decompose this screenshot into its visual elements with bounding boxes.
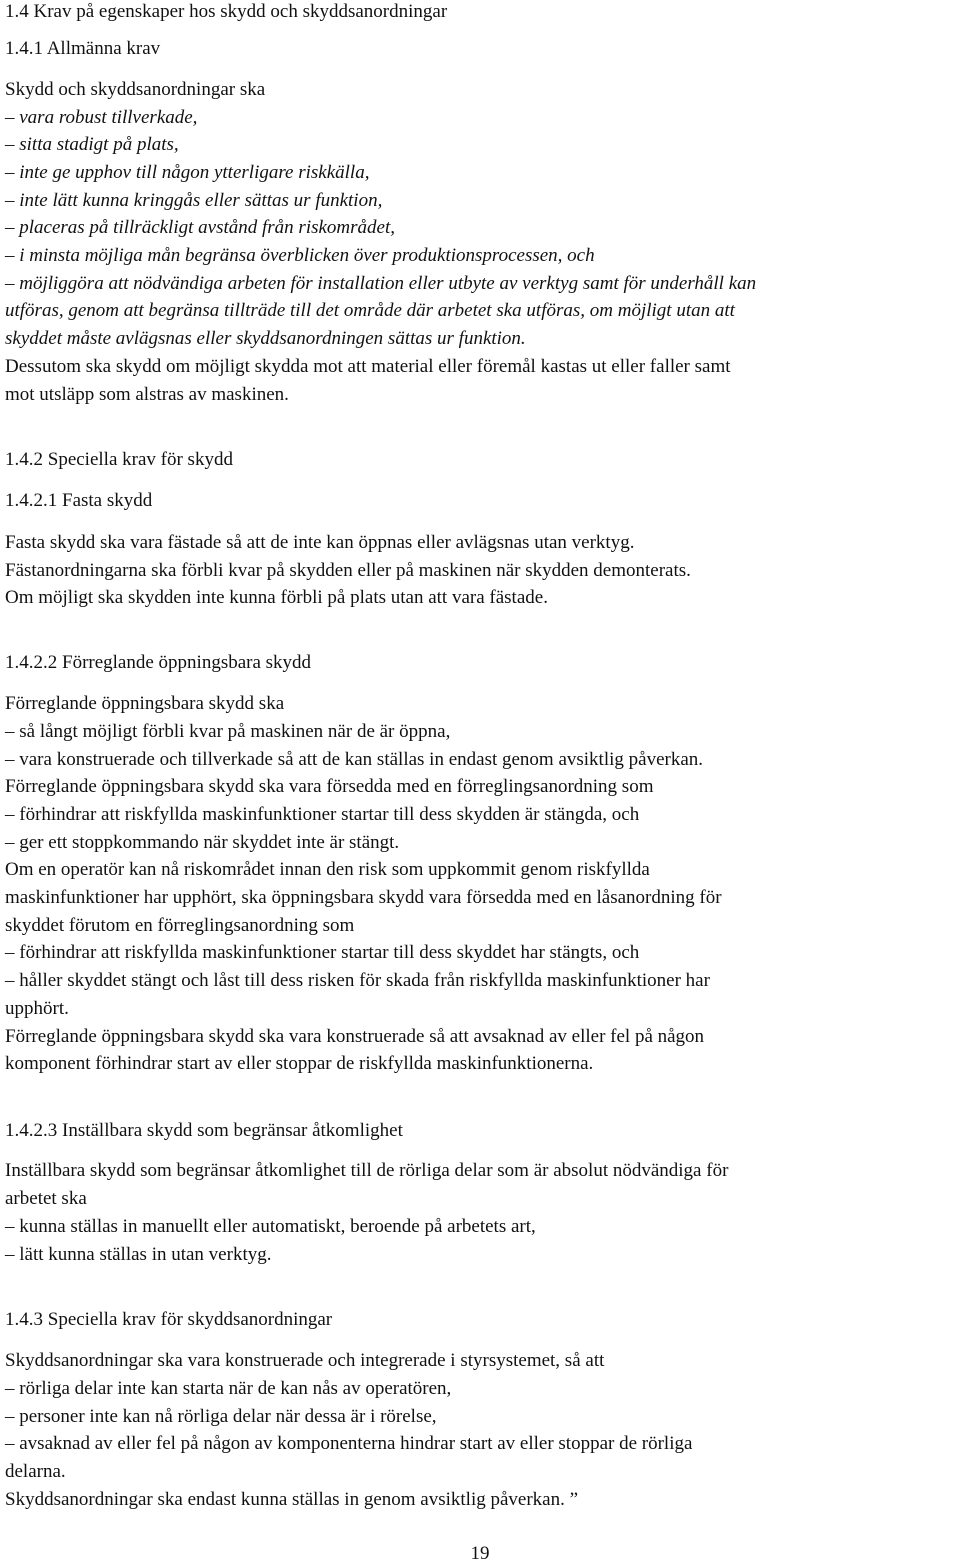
list-item: – så långt möjligt förbli kvar på maskinen när de är öppna, bbox=[5, 721, 451, 742]
paragraph-line: Förreglande öppningsbara skydd ska bbox=[5, 693, 285, 714]
list-item: – rörliga delar inte kan starta när de kan nås av operatören, bbox=[5, 1378, 452, 1399]
subsubsection-heading: 1.4.2.2 Förreglande öppningsbara skydd bbox=[5, 652, 312, 673]
paragraph-line: Skydd och skyddsanordningar ska bbox=[5, 79, 266, 100]
list-item: – placeras på tillräckligt avstånd från riskområdet, bbox=[5, 217, 396, 238]
paragraph-line: Om en operatör kan nå riskområdet innan den risk som uppkommit genom riskfyllda bbox=[5, 859, 650, 880]
paragraph-line: Förreglande öppningsbara skydd ska vara försedda med en förreglingsanordning som bbox=[5, 776, 654, 797]
subsection-heading: 1.4.3 Speciella krav för skyddsanordningar bbox=[5, 1309, 333, 1330]
list-item: – vara konstruerade och tillverkade så att de kan ställas in endast genom avsiktlig påverkan. bbox=[5, 749, 704, 770]
section-heading: 1.4 Krav på egenskaper hos skydd och skyddsanordningar bbox=[5, 1, 448, 22]
list-item: – inte lätt kunna kringgås eller sättas ur funktion, bbox=[5, 190, 383, 211]
paragraph-line: Skyddsanordningar ska endast kunna ställas in genom avsiktlig påverkan. ” bbox=[5, 1489, 579, 1510]
list-item-continued: utföras, genom att begränsa tillträde till det område där arbetet ska utföras, om möjligt utan att bbox=[5, 300, 735, 321]
paragraph-line: komponent förhindrar start av eller stoppar de riskfyllda maskinfunktionerna. bbox=[5, 1053, 594, 1074]
subsection-heading: 1.4.2 Speciella krav för skydd bbox=[5, 449, 233, 470]
paragraph-line: skyddet förutom en förreglingsanordning som bbox=[5, 915, 355, 936]
list-item: – personer inte kan nå rörliga delar när dessa är i rörelse, bbox=[5, 1406, 437, 1427]
paragraph-line: mot utsläpp som alstras av maskinen. bbox=[5, 384, 289, 405]
page-number: 19 bbox=[470, 1543, 490, 1564]
list-item-continued: skyddet måste avlägsnas eller skyddsanordningen sättas ur funktion. bbox=[5, 328, 526, 349]
list-item: – avsaknad av eller fel på någon av komponenterna hindrar start av eller stoppar de rörliga bbox=[5, 1433, 693, 1454]
list-item: – kunna ställas in manuellt eller automatiskt, beroende på arbetets art, bbox=[5, 1216, 536, 1237]
paragraph-line: Inställbara skydd som begränsar åtkomlighet till de rörliga delar som är absolut nödvändiga för bbox=[5, 1160, 729, 1181]
list-item: – sitta stadigt på plats, bbox=[5, 134, 179, 155]
list-item: – vara robust tillverkade, bbox=[5, 107, 198, 128]
list-item-continued: delarna. bbox=[5, 1461, 66, 1482]
paragraph-line: Dessutom ska skydd om möjligt skydda mot att material eller föremål kastas ut eller faller samt bbox=[5, 356, 731, 377]
list-item-continued: upphört. bbox=[5, 998, 69, 1019]
list-item: – inte ge upphov till någon ytterligare riskkälla, bbox=[5, 162, 370, 183]
subsection-heading: 1.4.1 Allmänna krav bbox=[5, 38, 161, 59]
paragraph-line: Om möjligt ska skydden inte kunna förbli på plats utan att vara fästade. bbox=[5, 587, 548, 608]
list-item: – lätt kunna ställas in utan verktyg. bbox=[5, 1244, 272, 1265]
paragraph-line: Förreglande öppningsbara skydd ska vara konstruerade så att avsaknad av eller fel på någon bbox=[5, 1026, 705, 1047]
paragraph-line: maskinfunktioner har upphört, ska öppningsbara skydd vara försedda med en låsanordning för bbox=[5, 887, 722, 908]
subsubsection-heading: 1.4.2.1 Fasta skydd bbox=[5, 490, 153, 511]
list-item: – förhindrar att riskfyllda maskinfunktioner startar till dess skydden är stängda, och bbox=[5, 804, 640, 825]
list-item: – i minsta möjliga mån begränsa överblicken över produktionsprocessen, och bbox=[5, 245, 595, 266]
paragraph-line: arbetet ska bbox=[5, 1188, 87, 1209]
list-item: – förhindrar att riskfyllda maskinfunktioner startar till dess skyddet har stängts, och bbox=[5, 942, 640, 963]
paragraph-line: Fasta skydd ska vara fästade så att de inte kan öppnas eller avlägsnas utan verktyg. bbox=[5, 532, 635, 553]
subsubsection-heading: 1.4.2.3 Inställbara skydd som begränsar åtkomlighet bbox=[5, 1120, 403, 1141]
list-item: – håller skyddet stängt och låst till dess risken för skada från riskfyllda maskinfunktioner har bbox=[5, 970, 710, 991]
list-item: – möjliggöra att nödvändiga arbeten för installation eller utbyte av verktyg samt för underhåll kan bbox=[5, 273, 757, 294]
paragraph-line: Fästanordningarna ska förbli kvar på skydden eller på maskinen när skydden demonterats. bbox=[5, 560, 691, 581]
paragraph-line: Skyddsanordningar ska vara konstruerade och integrerade i styrsystemet, så att bbox=[5, 1350, 605, 1371]
list-item: – ger ett stoppkommando när skyddet inte är stängt. bbox=[5, 832, 400, 853]
